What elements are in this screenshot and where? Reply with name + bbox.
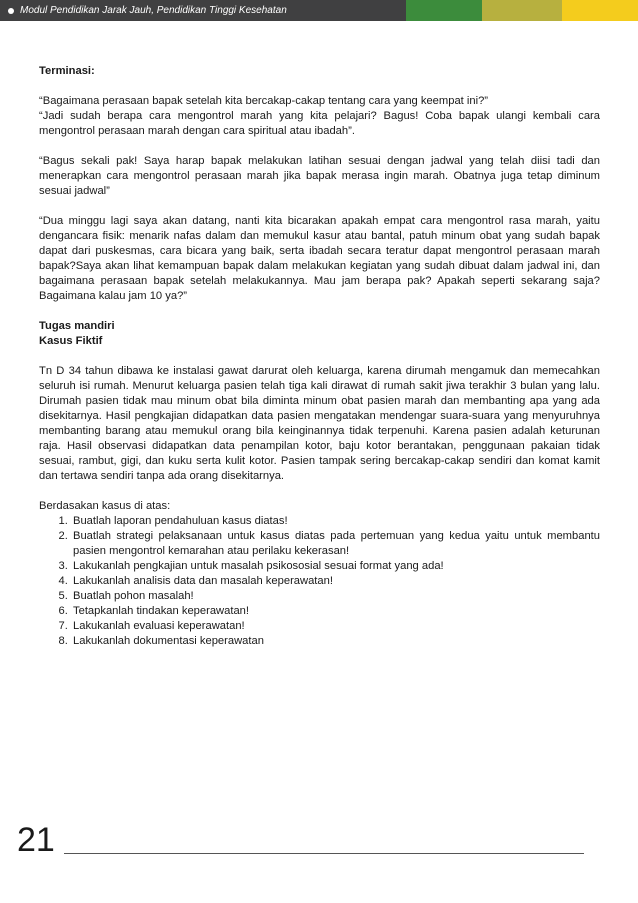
- task-item: 3. Lakukanlah pengkajian untuk masalah psikososial sesuai format yang ada!: [71, 559, 600, 574]
- footer-rule: [64, 853, 584, 854]
- task-item: 6. Tetapkanlah tindakan keperawatan!: [71, 604, 600, 619]
- task-item: 2. Buatlah strategi pelaksanaan untuk kasus diatas pada pertemuan yang kedua yaitu untuk membantu pasien mengontrol kemarahan atau perilaku kekerasan!: [71, 529, 600, 559]
- header-band-green: [406, 0, 482, 21]
- tugas-heading: Tugas mandiri: [39, 320, 115, 332]
- header-band-yellow: [562, 0, 638, 21]
- header-title: Modul Pendidikan Jarak Jauh, Pendidikan Tinggi Kesehatan: [20, 5, 287, 16]
- kasus-heading: Kasus Fiktif: [39, 335, 103, 347]
- task-item: 4. Lakukanlah analisis data dan masalah keperawatan!: [71, 574, 600, 589]
- page-header: [0, 0, 638, 21]
- page-content: [39, 64, 600, 649]
- task-item: 1. Buatlah laporan pendahuluan kasus diatas!: [71, 514, 600, 529]
- terminasi-heading: Terminasi:: [39, 65, 95, 77]
- task-item: 5. Buatlah pohon masalah!: [71, 589, 600, 604]
- header-title-bar: [0, 0, 406, 21]
- case-paragraph: Tn D 34 tahun dibawa ke instalasi gawat darurat oleh keluarga, karena dirumah mengamuk dan memecahkan seluruh isi rumah. Menurut keluarga pasien telah tiga kali dirawat di rumah sakit jiwa terakhir 3 bulan yang lalu. Dirumah pasien tidak mau minum obat bila diminta minum obat pasien marah dan membanting apa yang ada disekitarnya. Hasil pengkajian didapatkan data pasien mengatakan mendengar suara-suara yang menyuruhnya membanting barang atau memukul orang bila keinginannya tidak terpenuhi. Karena pasien adalah keturunan raja. Hasil observasi didapatkan data penampilan kotor, baju kotor berantakan, penggunaan pakaian tidak sesuai, rambut, gigi, dan kuku serta kulit kotor. Pasien tampak sering bercakap-cakap sendiri dan komat kamit dan tertawa sendiri tanpa ada orang disekitarnya.: [39, 365, 600, 482]
- page-number: 21: [17, 821, 55, 859]
- header-band-olive: [482, 0, 562, 21]
- tasks-intro: Berdasakan kasus di atas:: [39, 500, 171, 512]
- task-item: 7. Lakukanlah evaluasi keperawatan!: [71, 619, 600, 634]
- task-list: [39, 514, 600, 649]
- terminasi-paragraph-1a: “Bagaimana perasaan bapak setelah kita bercakap-cakap tentang cara yang keempat ini?”: [39, 95, 489, 107]
- terminasi-paragraph-2: “Bagus sekali pak! Saya harap bapak melakukan latihan sesuai dengan jadwal yang telah diisi tadi dan menerapkan cara mengontrol perasaan marah jika bapak merasa ingin marah. Obatnya juga tetap diminum sesuai jadwal”: [39, 155, 600, 197]
- terminasi-paragraph-3: “Dua minggu lagi saya akan datang, nanti kita bicarakan apakah empat cara mengontrol rasa marah, yaitu dengancara fisik: menarik nafas dalam dan memukul kasur atau bantal, patuh minum obat yang sudah bapak dapat dari puskesmas, cara bicara yang baik, serta ibadah secara teratur dapat mengontrol perasaan marah bapak?Saya akan lihat kemampuan bapak dalam melakukan kegiatan yang sudah dibuat dalam jadwal ini, dan bagaimana perasaan bapak setelah melakukannya. Mau jam berapa pak? Apakah seperti sekarang saja? Bagaimana kalau jam 10 ya?”: [39, 215, 600, 302]
- bullet-dot-icon: [8, 8, 14, 14]
- task-item: 8. Lakukanlah dokumentasi keperawatan: [71, 634, 600, 649]
- terminasi-paragraph-1b: “Jadi sudah berapa cara mengontrol marah yang kita pelajari? Bagus! Coba bapak ulangi kembali cara mengontrol perasaan marah dengan cara spiritual atau ibadah”.: [39, 110, 600, 137]
